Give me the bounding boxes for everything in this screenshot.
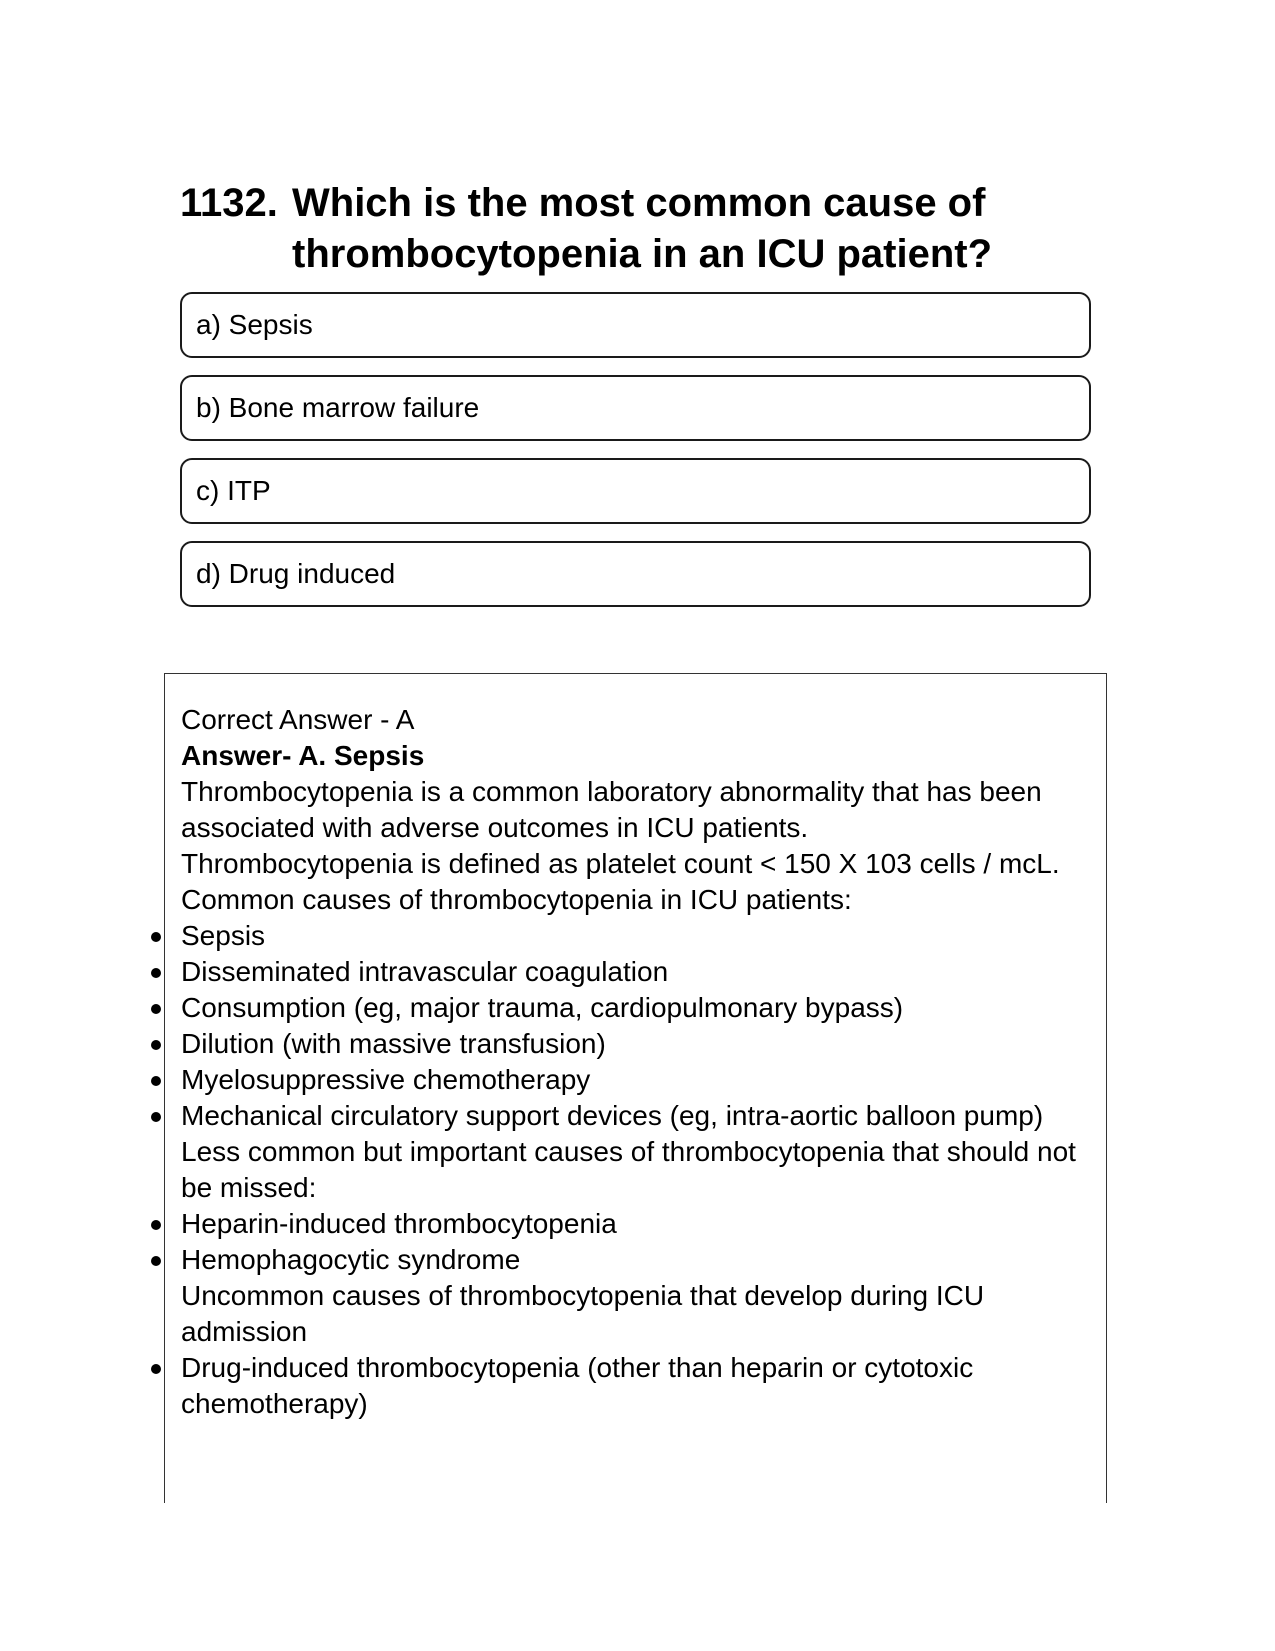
- question-number: 1132.: [180, 181, 278, 225]
- question-heading: [180, 178, 1080, 280]
- correct-answer-line: Correct Answer - A: [181, 704, 415, 735]
- list-item: Drug-induced thrombocytopenia (other than heparin or cytotoxic chemotherapy): [181, 1350, 1096, 1422]
- answer-explanation: [181, 702, 1096, 1422]
- bullet-icon: [151, 1076, 161, 1086]
- bullet-icon: [151, 1364, 161, 1374]
- list-item: Consumption (eg, major trauma, cardiopulmonary bypass): [181, 990, 1096, 1026]
- option-a[interactable]: a) Sepsis: [180, 292, 1091, 358]
- bullet-icon: [151, 1256, 161, 1266]
- common-causes-title: Common causes of thrombocytopenia in ICU patients:: [181, 884, 852, 915]
- list-item: Disseminated intravascular coagulation: [181, 954, 1096, 990]
- answer-definition: Thrombocytopenia is defined as platelet count < 150 X 103 cells / mcL.: [181, 848, 1060, 879]
- list-item: Mechanical circulatory support devices (eg, intra-aortic balloon pump): [181, 1098, 1096, 1134]
- bullet-icon: [151, 1004, 161, 1014]
- list-item: Sepsis: [181, 918, 1096, 954]
- option-c[interactable]: c) ITP: [180, 458, 1091, 524]
- bullet-icon: [151, 968, 161, 978]
- list-item: Heparin-induced thrombocytopenia: [181, 1206, 1096, 1242]
- less-common-causes-title: Less common but important causes of thrombocytopenia that should not be missed:: [181, 1136, 1076, 1203]
- answer-intro: Thrombocytopenia is a common laboratory abnormality that has been associated with adverse outcomes in ICU patients.: [181, 776, 1042, 843]
- answer-heading: Answer- A. Sepsis: [181, 740, 425, 771]
- list-item: Dilution (with massive transfusion): [181, 1026, 1096, 1062]
- list-item: Myelosuppressive chemotherapy: [181, 1062, 1096, 1098]
- question-text: Which is the most common cause of thrombocytopenia in an ICU patient?: [292, 181, 993, 276]
- bullet-icon: [151, 1220, 161, 1230]
- bullet-icon: [151, 932, 161, 942]
- bullet-icon: [151, 1112, 161, 1122]
- list-item: Hemophagocytic syndrome: [181, 1242, 1096, 1278]
- option-d[interactable]: d) Drug induced: [180, 541, 1091, 607]
- uncommon-causes-title: Uncommon causes of thrombocytopenia that develop during ICU admission: [181, 1280, 985, 1347]
- bullet-icon: [151, 1040, 161, 1050]
- option-b[interactable]: b) Bone marrow failure: [180, 375, 1091, 441]
